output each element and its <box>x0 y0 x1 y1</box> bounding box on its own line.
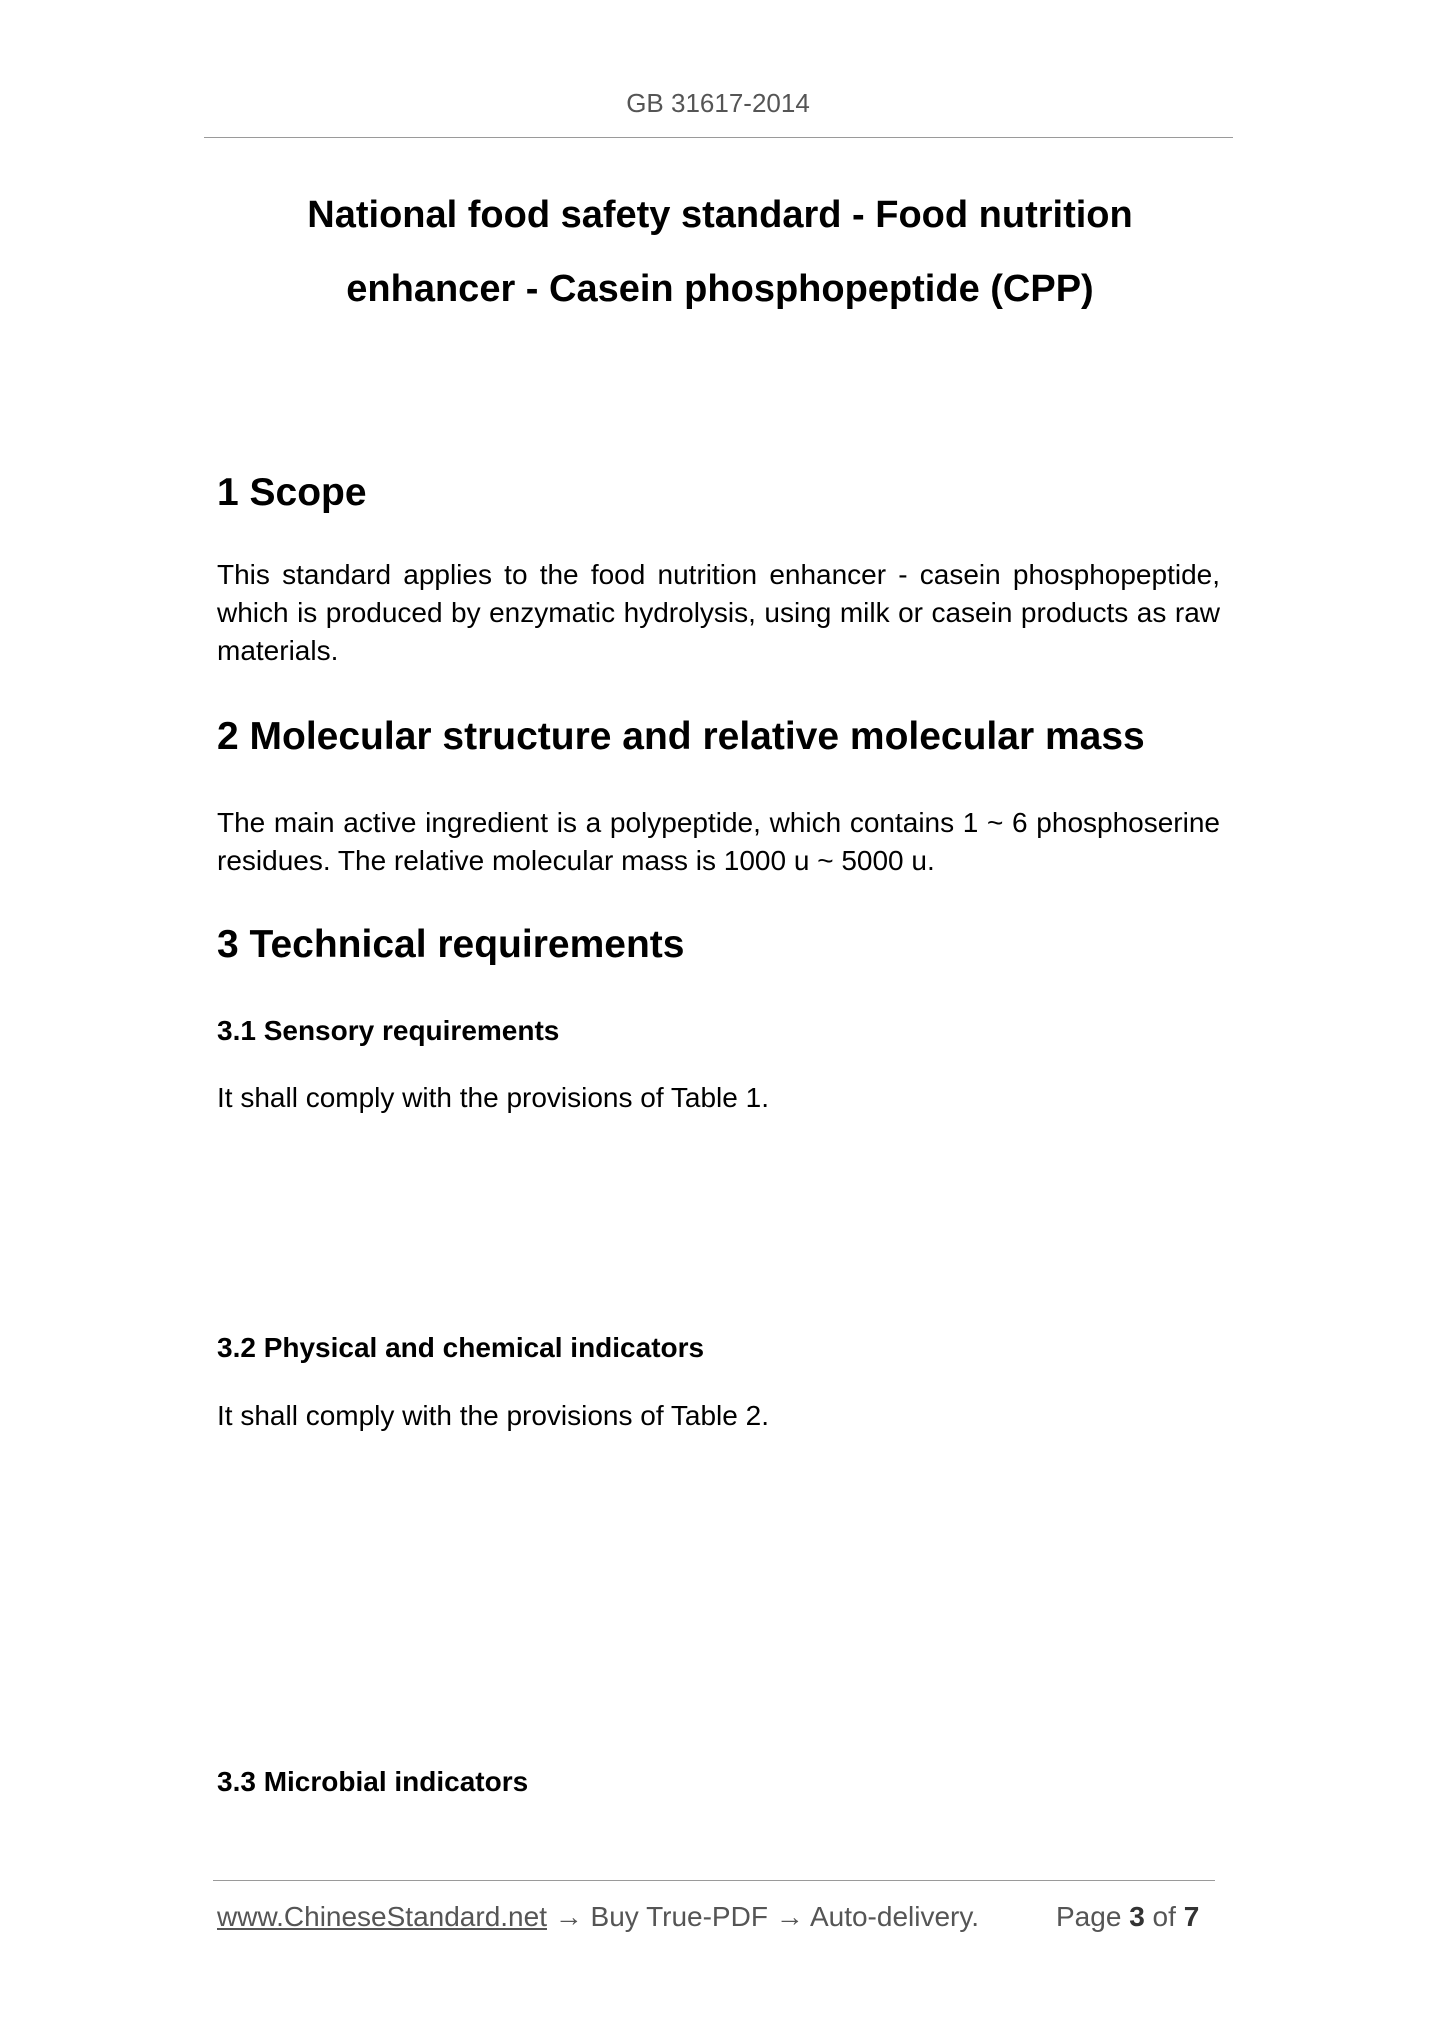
page-of-label: of <box>1152 1901 1176 1932</box>
section-1-heading: 1 Scope <box>217 471 367 514</box>
website-link[interactable]: www.ChineseStandard.net <box>217 1901 547 1932</box>
title-line-1: National food safety standard - Food nutrition <box>307 194 1133 236</box>
page-indicator <box>1056 1897 1199 1937</box>
section-1-text: This standard applies to the food nutrition enhancer - casein phosphopeptide, which is produced by enzymatic hydrolysis, using milk or casein products as raw materials. <box>217 559 1220 666</box>
section-3-1-text: It shall comply with the provisions of Table 1. <box>217 1082 769 1113</box>
footer-promo <box>217 1897 979 1937</box>
document-title <box>170 178 1270 326</box>
section-3-1-heading: 3.1 Sensory requirements <box>217 1015 560 1046</box>
section-2-text: The main active ingredient is a polypeptide, which contains 1 ~ 6 phosphoserine residues. The relative molecular mass is 1000 u ~ 5000 u. <box>217 807 1220 876</box>
section-3-heading: 3 Technical requirements <box>217 923 685 966</box>
header-divider <box>204 137 1233 138</box>
delivery-text: Auto-delivery. <box>809 1901 980 1932</box>
total-pages-number: 7 <box>1183 1901 1200 1932</box>
page-label: Page <box>1056 1901 1122 1932</box>
arrow-right-icon: → <box>554 1901 583 1932</box>
buy-text: Buy True-PDF <box>590 1901 768 1932</box>
current-page-number: 3 <box>1129 1901 1145 1932</box>
arrow-right-icon: → <box>775 1901 804 1932</box>
footer-divider <box>213 1880 1215 1881</box>
title-line-2: enhancer - Casein phosphopeptide (CPP) <box>346 268 1094 310</box>
running-header: GB 31617-2014 <box>626 88 810 118</box>
section-3-2-heading: 3.2 Physical and chemical indicators <box>217 1332 705 1363</box>
section-3-3-heading: 3.3 Microbial indicators <box>217 1766 529 1797</box>
section-3-2-text: It shall comply with the provisions of Table 2. <box>217 1400 769 1431</box>
section-2-heading: 2 Molecular structure and relative molecular mass <box>217 715 1145 758</box>
